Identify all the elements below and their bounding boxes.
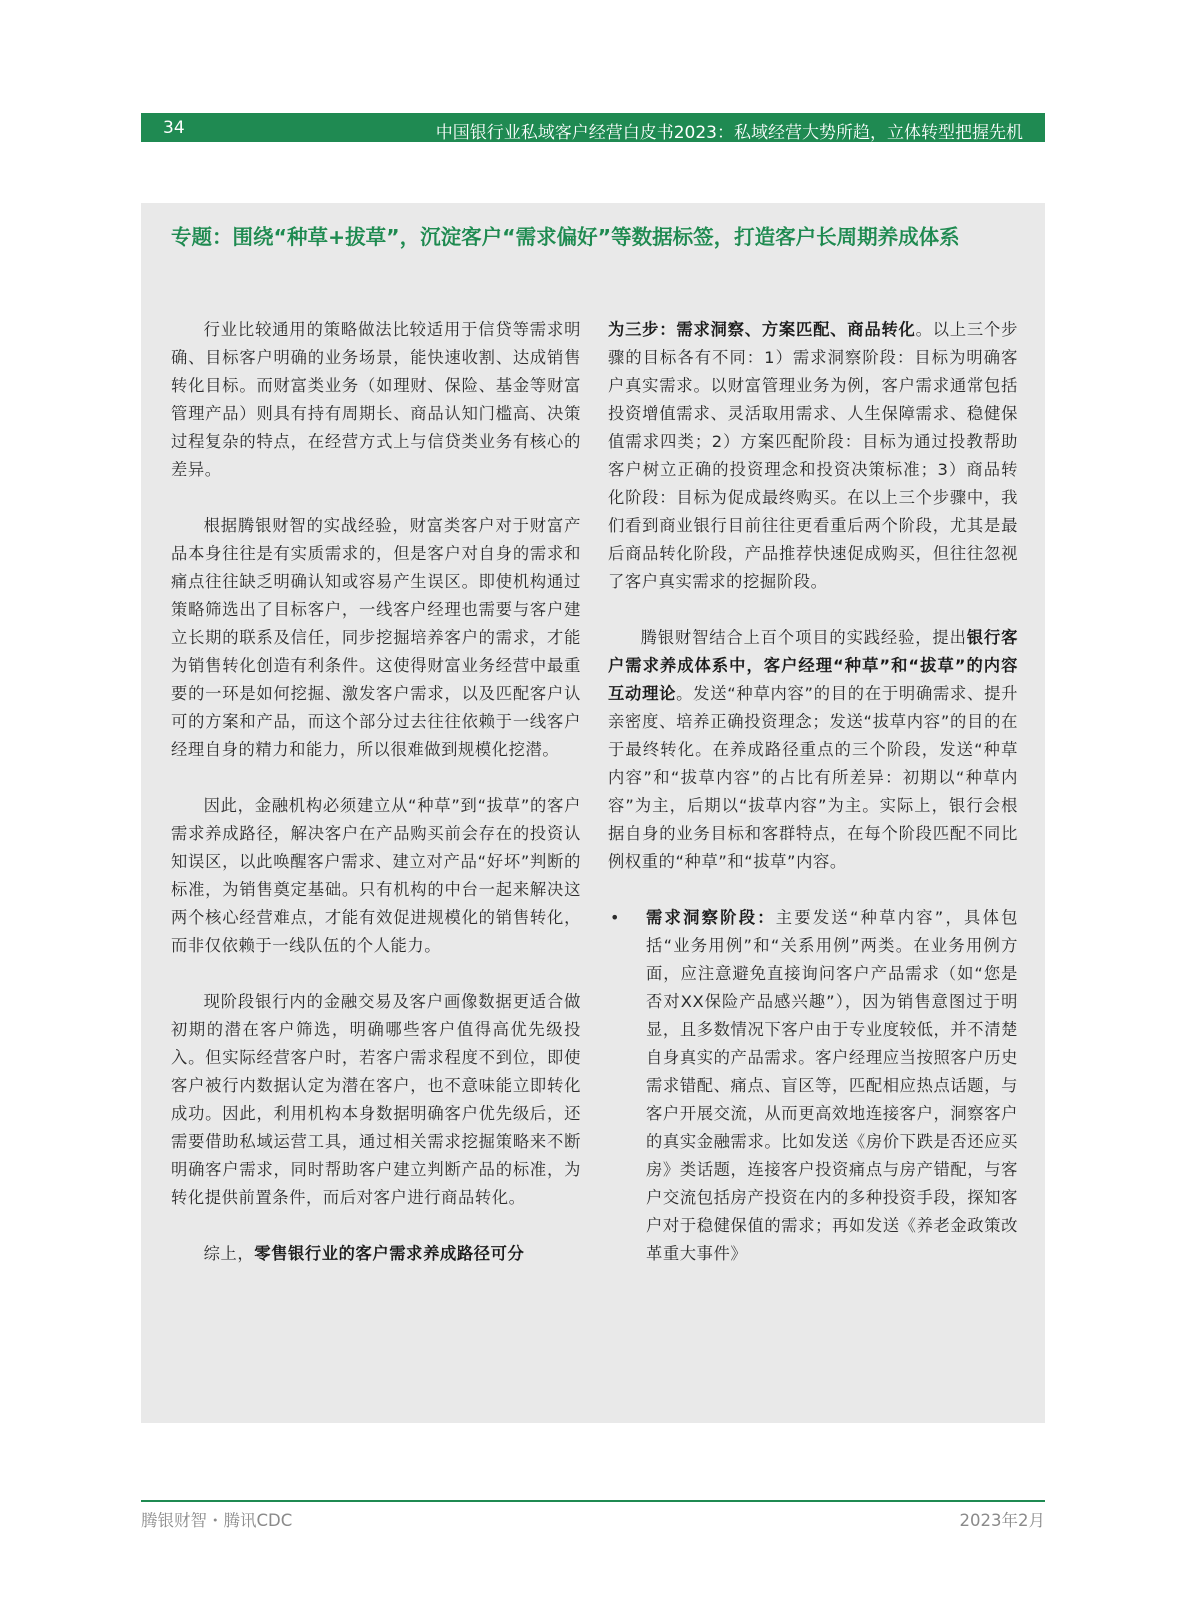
bold-text: 需求洞察阶段： [646,908,776,927]
paragraph: 行业比较通用的策略做法比较适用于信贷等需求明确、目标客户明确的业务场景，能快速收割、达成销售转化目标。而财富类业务（如理财、保险、基金等财富管理产品）则具有持有周期长、商品认知门槛高、决策过程复杂的特点，在经营方式上与信贷类业务有核心的差异。 [171,320,581,479]
bullet-icon: • [610,908,621,927]
paragraph [608,316,1018,596]
bullet-item [608,904,1018,1268]
text-span: 。发送“种草内容”的目的在于明确需求、提升亲密度、培养正确投资理念；发送“拔草内容”的目的在于最终转化。在养成路径重点的三个阶段，发送“种草内容”和“拔草内容”的占比有所差异：初期以“种草内容”为主，后期以“拔草内容”为主。实际上，银行会根据自身的业务目标和客群特点，在每个阶段匹配不同比例权重的“种草”和“拔草”内容。 [608,684,1018,871]
text-span: 主要发送“种草内容”，具体包括“业务用例”和“关系用例”两类。在业务用例方面，应注意避免直接询问客户产品需求（如“您是否对XX保险产品感兴趣”），因为销售意图过于明显，且多数情况下客户由于专业度较低，并不清楚自身真实的产品需求。客户经理应当按照客户历史需求错配、痛点、盲区等，匹配相应热点话题，与客户开展交流，从而更高效地连接客户，洞察客户的真实金融需求。比如发送《房价下跌是否还应买房》类话题，连接客户投资痛点与房产错配，与客户交流包括房产投资在内的多种投资手段，探知客户对于稳健保值的需求；再如发送《养老金政策改革重大事件》 [646,908,1018,1263]
left-column [171,316,581,1296]
header-bar [141,113,1045,142]
document-title: 中国银行业私域客户经营白皮书2023：私域经营大势所趋，立体转型把握先机 [435,123,1023,143]
bold-text: 零售银行业的客户需求养成路径可分 [254,1244,525,1263]
text-span: 综上， [203,1244,255,1263]
feature-panel [141,203,1045,1423]
page-number: 34 [163,118,185,138]
panel-title: 专题：围绕“种草+拔草”，沉淀客户“需求偏好”等数据标签，打造客户长周期养成体系 [171,225,960,249]
paragraph: 根据腾银财智的实战经验，财富类客户对于财富产品本身往往是有实质需求的，但是客户对自身的需求和痛点往往缺乏明确认知或容易产生误区。即使机构通过策略筛选出了目标客户，一线客户经理也需要与客户建立长期的联系及信任，同步挖掘培养客户的需求，才能为销售转化创造有利条件。这使得财富业务经营中最重要的一环是如何挖掘、激发客户需求，以及匹配客户认可的方案和产品，而这个部分过去往往依赖于一线客户经理自身的精力和能力，所以很难做到规模化挖潜。 [171,516,581,759]
bold-text: 银行客户需求养成体系中，客户经理“种草”和“拔草”的内容互动理论 [608,628,1018,703]
footer-divider [141,1500,1045,1502]
footer-date: 2023年2月 [959,1511,1045,1530]
bold-text: 为三步：需求洞察、方案匹配、商品转化 [608,320,916,339]
paragraph [608,624,1018,876]
text-span: 腾银财智结合上百个项目的实践经验，提出 [640,628,967,647]
text-span: 。以上三个步骤的目标各有不同：1）需求洞察阶段：目标为明确客户真实需求。以财富管理业务为例，客户需求通常包括投资增值需求、灵活取用需求、人生保障需求、稳健保值需求四类；2）方案匹配阶段：目标为通过投教帮助客户树立正确的投资理念和投资决策标准；3）商品转化阶段：目标为促成最终购买。在以上三个步骤中，我们看到商业银行目前往往更看重后两个阶段，尤其是最后商品转化阶段，产品推荐快速促成购买，但往往忽视了客户真实需求的挖掘阶段。 [608,320,1018,591]
paragraph: 因此，金融机构必须建立从“种草”到“拔草”的客户需求养成路径，解决客户在产品购买前会存在的投资认知误区，以此唤醒客户需求、建立对产品“好坏”判断的标准，为销售奠定基础。只有机构的中台一起来解决这两个核心经营难点，才能有效促进规模化的销售转化，而非仅依赖于一线队伍的个人能力。 [171,796,581,955]
right-column [608,316,1018,1268]
paragraph: 现阶段银行内的金融交易及客户画像数据更适合做初期的潜在客户筛选，明确哪些客户值得高优先级投入。但实际经营客户时，若客户需求程度不到位，即使客户被行内数据认定为潜在客户，也不意味能立即转化成功。因此，利用机构本身数据明确客户优先级后，还需要借助私域运营工具，通过相关需求挖掘策略来不断明确客户需求，同时帮助客户建立判断产品的标准，为转化提供前置条件，而后对客户进行商品转化。 [171,992,581,1207]
footer-publisher: 腾银财智・腾讯CDC [141,1511,293,1530]
paragraph [171,1240,581,1268]
